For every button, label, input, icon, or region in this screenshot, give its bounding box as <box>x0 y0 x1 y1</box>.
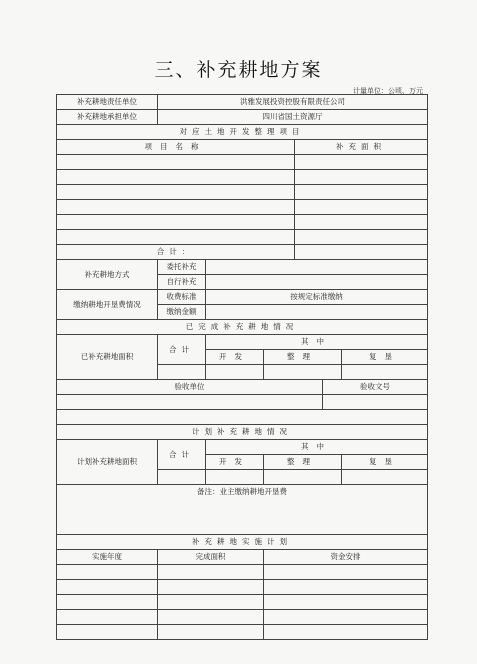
method-entrust-value <box>206 260 428 275</box>
project-row-cell <box>57 155 295 170</box>
plan-section-header: 补充耕地实施计划 <box>57 535 428 550</box>
completed-develop-label: 开发 <box>206 350 264 365</box>
planned-develop-label: 开发 <box>206 455 264 470</box>
unit-note: 计量单位：公顷、万元 <box>353 87 423 95</box>
project-subtotal-value <box>295 245 428 260</box>
project-row-cell <box>57 185 295 200</box>
plan-year-header: 实施年度 <box>57 550 158 565</box>
project-section-header: 对应土地开发整理项目 <box>57 125 428 140</box>
project-area-header: 补充面积 <box>295 140 428 155</box>
plan-row-cell <box>57 565 158 580</box>
plan-funds-header: 资金安排 <box>264 550 428 565</box>
plan-row-cell <box>264 610 428 625</box>
project-row-cell <box>295 170 428 185</box>
planned-develop-value <box>206 470 264 485</box>
plan-area-header: 完成面积 <box>158 550 264 565</box>
responsible-label: 补充耕地责任单位 <box>57 95 158 110</box>
project-row-cell <box>295 230 428 245</box>
completed-reclaim-value <box>342 365 428 380</box>
fee-label: 缴纳耕地开垦费情况 <box>57 290 158 320</box>
project-row-cell <box>295 185 428 200</box>
acceptance-doc-value <box>323 395 428 410</box>
completed-reclaim-label: 复垦 <box>342 350 428 365</box>
planned-area-label: 计划补充耕地面积 <box>57 440 158 485</box>
project-row-cell <box>57 215 295 230</box>
project-name-header: 项目名称 <box>57 140 295 155</box>
fee-amount-label: 缴纳金额 <box>158 305 206 320</box>
plan-row-cell <box>264 595 428 610</box>
planned-reclaim-value <box>342 470 428 485</box>
undertaker-label: 补充耕地承担单位 <box>57 110 158 125</box>
project-row-cell <box>295 155 428 170</box>
planned-total-value <box>158 470 206 485</box>
method-label: 补充耕地方式 <box>57 260 158 290</box>
acceptance-unit-label: 验收单位 <box>57 380 323 395</box>
completed-develop-value <box>206 365 264 380</box>
supplement-form-table <box>56 94 428 640</box>
fee-standard-label: 收费标准 <box>158 290 206 305</box>
plan-row-cell <box>158 565 264 580</box>
project-row-cell <box>57 170 295 185</box>
project-row-cell <box>295 200 428 215</box>
planned-total-label: 合计 <box>158 440 206 470</box>
completed-total-label: 合计 <box>158 335 206 365</box>
planned-reclaim-label: 复垦 <box>342 455 428 470</box>
completed-area-label: 已补充耕地面积 <box>57 335 158 380</box>
plan-row-cell <box>57 610 158 625</box>
plan-row-cell <box>264 625 428 640</box>
planned-among-label: 其中 <box>206 440 428 455</box>
plan-row-cell <box>158 595 264 610</box>
completed-among-label: 其中 <box>206 335 428 350</box>
plan-row-cell <box>57 625 158 640</box>
acceptance-unit-value <box>57 395 323 410</box>
fee-standard-value: 按规定标准缴纳 <box>206 290 428 305</box>
acceptance-doc-label: 验收文号 <box>323 380 428 395</box>
project-row-cell <box>57 200 295 215</box>
planned-arrange-label: 整理 <box>264 455 342 470</box>
responsible-value: 洪雅发展投资控股有限责任公司 <box>158 95 428 110</box>
plan-row-cell <box>57 595 158 610</box>
plan-row-cell <box>264 580 428 595</box>
completed-section-header: 已完成补充耕地情况 <box>57 320 428 335</box>
completed-total-value <box>158 365 206 380</box>
plan-row-cell <box>264 565 428 580</box>
method-self: 自行补充 <box>158 275 206 290</box>
blank-row <box>57 410 428 425</box>
plan-row-cell <box>158 580 264 595</box>
completed-arrange-value <box>264 365 342 380</box>
page-title: 三、补充耕地方案 <box>154 59 323 81</box>
plan-row-cell <box>158 610 264 625</box>
project-subtotal-label: 合计： <box>57 245 295 260</box>
completed-arrange-label: 整理 <box>264 350 342 365</box>
method-self-value <box>206 275 428 290</box>
planned-arrange-value <box>264 470 342 485</box>
project-row-cell <box>57 230 295 245</box>
planned-section-header: 计划补充耕地情况 <box>57 425 428 440</box>
plan-row-cell <box>158 625 264 640</box>
fee-amount-value <box>206 305 428 320</box>
remark-cell: 备注：业主缴纳耕地开垦费 <box>57 485 428 535</box>
plan-row-cell <box>57 580 158 595</box>
method-entrust: 委托补充 <box>158 260 206 275</box>
project-row-cell <box>295 215 428 230</box>
undertaker-value: 四川省国土资源厅 <box>158 110 428 125</box>
